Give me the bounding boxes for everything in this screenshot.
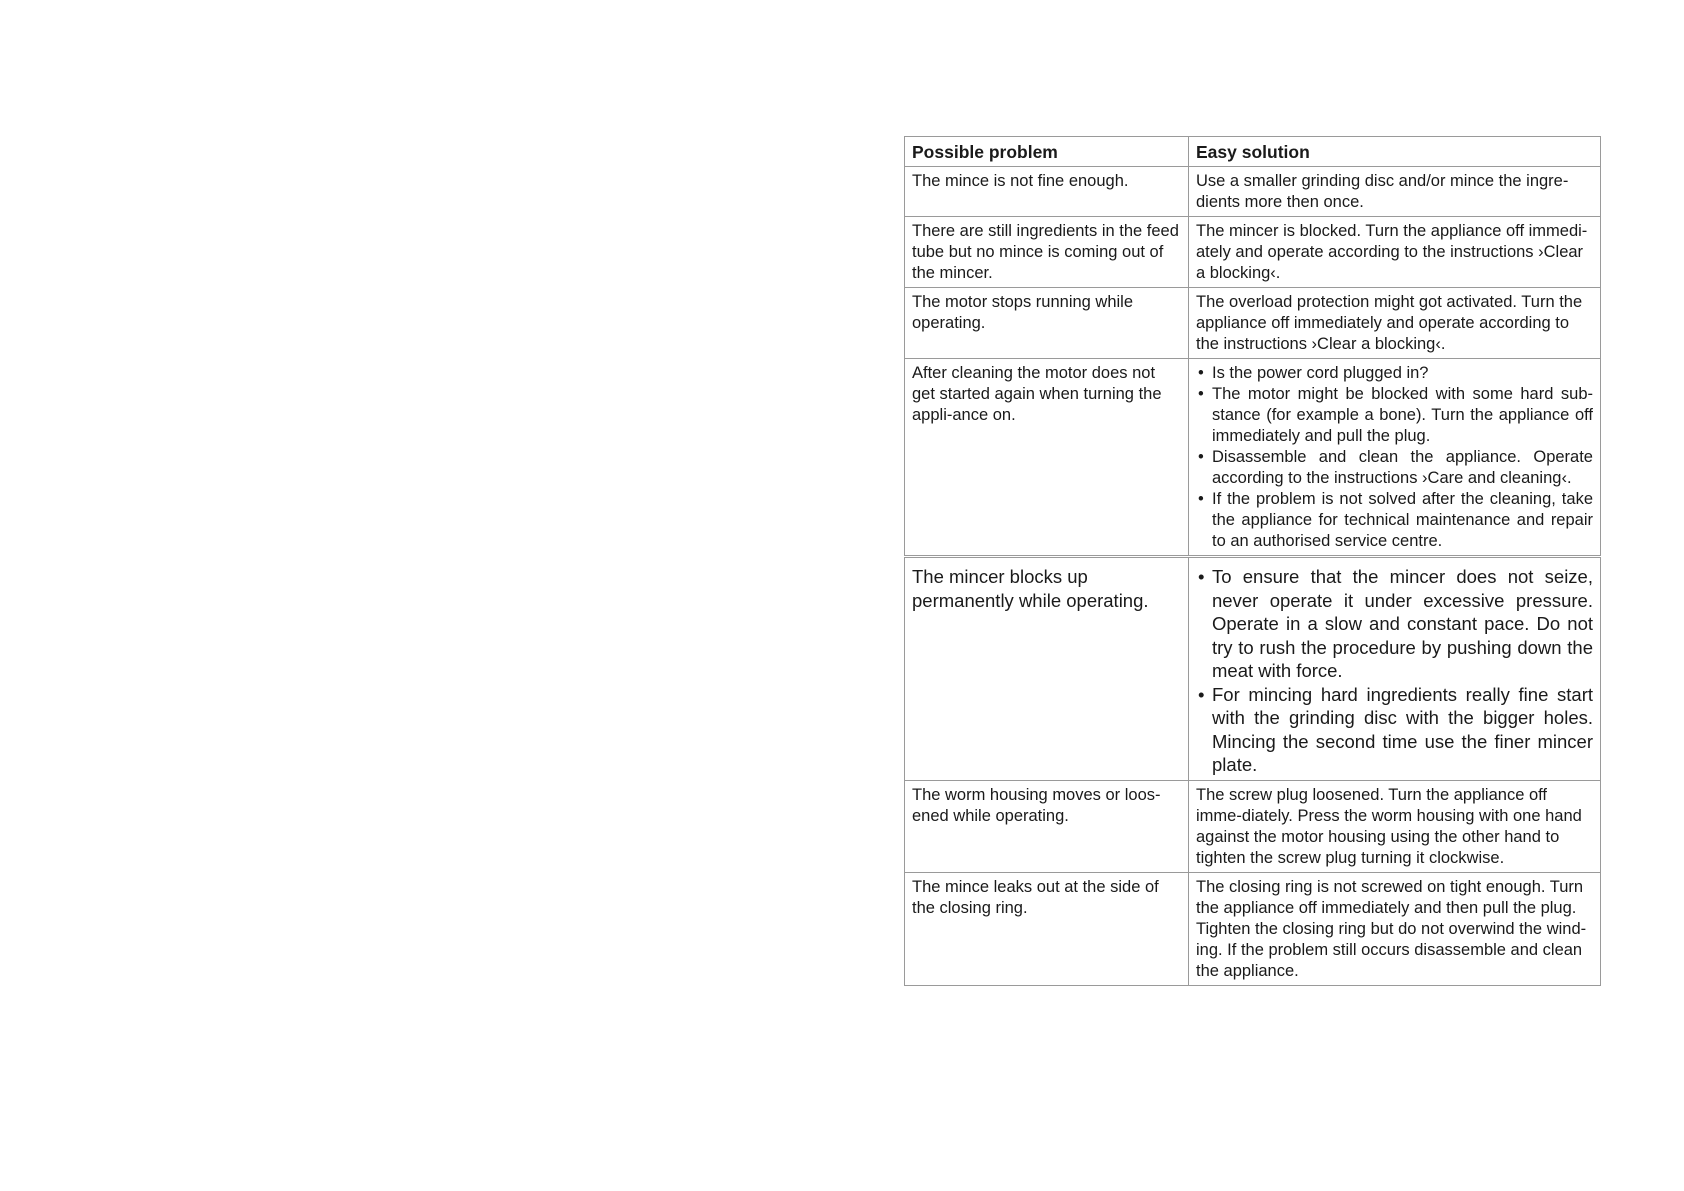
problem-cell: The motor stops running while operating. xyxy=(905,288,1189,359)
solution-cell: Use a smaller grinding disc and/or mince the ingre-dients more then once. xyxy=(1189,167,1601,217)
table-row xyxy=(905,167,1601,217)
solution-cell: The closing ring is not screwed on tight enough. Turn the appliance off immediately and then pull the plug. Tighten the closing ring but do not overwind the wind-ing. If the problem still occurs disassemble and clean the appliance. xyxy=(1189,872,1601,985)
table-row xyxy=(905,288,1601,359)
solution-cell xyxy=(1189,557,1601,781)
bullet-item: • Is the power cord plugged in? xyxy=(1196,363,1593,384)
problem-cell: After cleaning the motor does not get started again when turning the appli-ance on. xyxy=(905,359,1189,557)
problem-cell: The mincer blocks up permanently while operating. xyxy=(905,557,1189,781)
table-row xyxy=(905,557,1601,781)
problem-cell: The mince leaks out at the side of the closing ring. xyxy=(905,872,1189,985)
bullet-item: • The motor might be blocked with some hard sub-stance (for example a bone). Turn the appliance off immediately and pull the plug. xyxy=(1196,384,1593,447)
table-row xyxy=(905,780,1601,872)
table-header-row xyxy=(905,137,1601,167)
troubleshooting-table xyxy=(904,136,1601,986)
bullet-item: • If the problem is not solved after the cleaning, take the appliance for technical maintenance and repair to an authorised service centre. xyxy=(1196,489,1593,552)
table-row xyxy=(905,872,1601,985)
solution-cell: The screw plug loosened. Turn the appliance off imme-diately. Press the worm housing with one hand against the motor housing using the other hand to tighten the screw plug turning it clockwise. xyxy=(1189,780,1601,872)
table-row xyxy=(905,217,1601,288)
bullet-item: • Disassemble and clean the appliance. Operate according to the instructions ›Care and cleaning‹. xyxy=(1196,447,1593,489)
header-easy-solution: Easy solution xyxy=(1189,137,1601,167)
solution-cell: The mincer is blocked. Turn the appliance off immedi-ately and operate according to the instructions ›Clear a blocking‹. xyxy=(1189,217,1601,288)
header-possible-problem: Possible problem xyxy=(905,137,1189,167)
solution-bullet-list xyxy=(1196,565,1593,777)
problem-cell: There are still ingredients in the feed tube but no mince is coming out of the mincer. xyxy=(905,217,1189,288)
problem-cell: The worm housing moves or loos-ened while operating. xyxy=(905,780,1189,872)
solution-cell: The overload protection might got activated. Turn the appliance off immediately and operate according to the instructions ›Clear a blocking‹. xyxy=(1189,288,1601,359)
table-row xyxy=(905,359,1601,557)
solution-cell xyxy=(1189,359,1601,557)
problem-cell: The mince is not fine enough. xyxy=(905,167,1189,217)
solution-bullet-list xyxy=(1196,363,1593,552)
bullet-item: • To ensure that the mincer does not seize, never operate it under excessive pressure. Operate in a slow and constant pace. Do not try to rush the procedure by pushing down the meat with force. xyxy=(1196,565,1593,683)
bullet-item: • For mincing hard ingredients really fine start with the grinding disc with the bigger holes. Mincing the second time use the finer mincer plate. xyxy=(1196,683,1593,777)
